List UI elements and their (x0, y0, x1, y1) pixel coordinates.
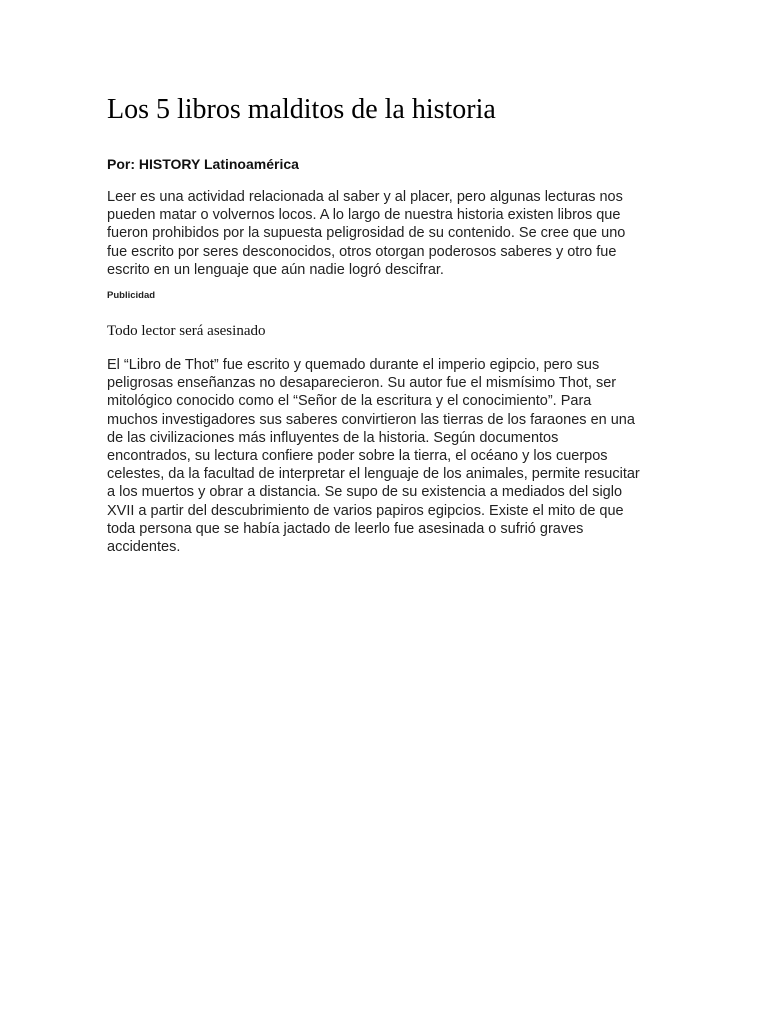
intro-paragraph (107, 188, 667, 279)
section-line: mitológico conocido como el “Señor de la escritura y el conocimiento”. Para (107, 393, 592, 410)
document-page (107, 92, 667, 556)
section-line: de las civilizaciones más influyentes de la historia. Según documentos (107, 429, 559, 446)
section-line: XVII a partir del descubrimiento de varios papiros egipcios. Existe el mito de que (107, 502, 624, 519)
section-heading: Todo lector será asesinado (107, 323, 266, 340)
section-line: accidentes. (107, 539, 181, 556)
article-byline: Por: HISTORY Latinoamérica (107, 156, 299, 172)
section-line: muchos investigadores sus saberes convirtieron las tierras de los faraones en una (107, 411, 635, 428)
intro-line: fueron prohibidos por la supuesta peligrosidad de su contenido. Se cree que uno (107, 225, 626, 242)
section-line: encontrados, su lectura confiere poder sobre la tierra, el océano y los cuerpos (107, 448, 608, 465)
intro-line: escrito en un lenguaje que aún nadie logró descifrar. (107, 261, 444, 278)
intro-line: fue escrito por seres desconocidos, otros otorgan poderosos saberes y otro fue (107, 243, 617, 260)
section-line: toda persona que se había jactado de leerlo fue asesinada o sufrió graves (107, 520, 584, 537)
section-line: celestes, da la facultad de interpretar el lenguaje de los animales, permite resucitar (107, 466, 640, 483)
section-line: peligrosas enseñanzas no desaparecieron. Su autor fue el mismísimo Thot, ser (107, 375, 617, 392)
article-title: Los 5 libros malditos de la historia (107, 94, 496, 125)
advertising-label: Publicidad (107, 290, 156, 302)
section-line: a los muertos y obrar a distancia. Se supo de su existencia a mediados del siglo (107, 484, 623, 501)
section-paragraph (107, 356, 667, 556)
intro-line: pueden matar o volvernos locos. A lo largo de nuestra historia existen libros que (107, 207, 621, 224)
intro-line: Leer es una actividad relacionada al saber y al placer, pero algunas lecturas nos (107, 189, 623, 205)
section-line: El “Libro de Thot” fue escrito y quemado durante el imperio egipcio, pero sus (107, 357, 600, 374)
